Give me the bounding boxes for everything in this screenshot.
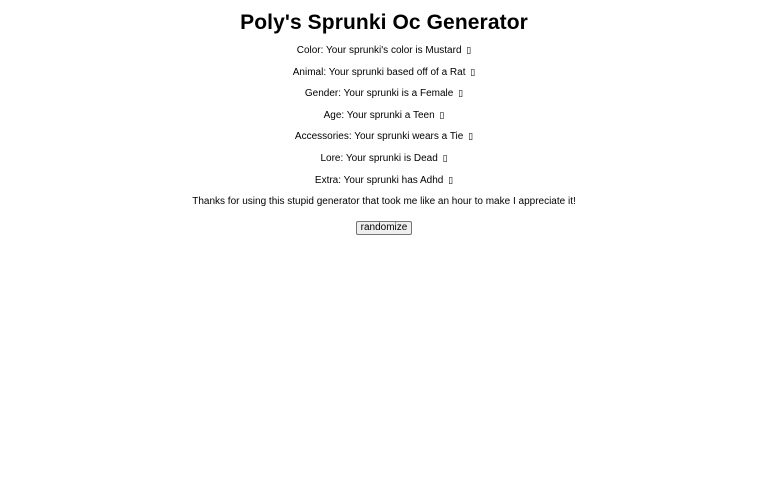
- row-text: Your sprunki is Dead: [345, 152, 438, 164]
- row-label: Color:: [296, 45, 324, 56]
- missing-glyph-icon: ▯: [448, 175, 454, 186]
- row-label: Gender:: [304, 88, 342, 100]
- randomize-button[interactable]: randomize: [356, 221, 413, 235]
- row-text: Your sprunki's color is Mustard: [326, 45, 462, 56]
- result-row-animal: [0, 67, 768, 79]
- result-list: [0, 45, 768, 208]
- missing-glyph-icon: ▯: [442, 153, 448, 164]
- missing-glyph-icon: ▯: [439, 110, 445, 121]
- thanks-message: Thanks for using this stupid generator that took me like an hour to make I appreciate it!: [192, 196, 576, 208]
- row-label: Animal:: [292, 66, 327, 78]
- row-text: Your sprunki a Teen: [346, 109, 435, 121]
- row-text: Your sprunki based off of a Rat: [328, 66, 466, 78]
- missing-glyph-icon: ▯: [470, 67, 476, 78]
- result-row-age: [0, 110, 768, 122]
- missing-glyph-icon: ▯: [466, 46, 472, 56]
- row-label: Accessories:: [294, 131, 352, 143]
- missing-glyph-icon: ▯: [468, 132, 474, 143]
- result-row-lore: [0, 153, 768, 165]
- row-label: Age:: [323, 109, 345, 121]
- result-row-gender: [0, 88, 768, 100]
- row-text: Your sprunki wears a Tie: [354, 131, 464, 143]
- row-text: Your sprunki has Adhd: [343, 174, 444, 186]
- row-label: Extra:: [314, 174, 342, 186]
- button-container: [0, 217, 768, 235]
- result-row-extra: [0, 175, 768, 187]
- result-row-accessories: [0, 131, 768, 143]
- missing-glyph-icon: ▯: [458, 89, 464, 100]
- row-text: Your sprunki is a Female: [343, 88, 454, 100]
- row-label: Lore:: [320, 152, 344, 164]
- result-row-color: [0, 45, 768, 57]
- page-title: Poly's Sprunki Oc Generator: [240, 11, 528, 34]
